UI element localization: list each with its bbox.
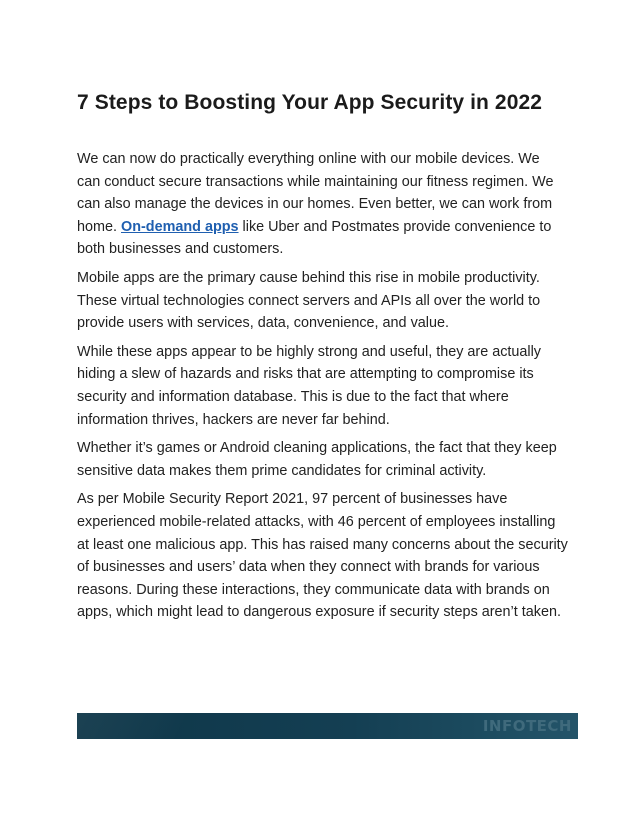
text-segment: home. [77, 218, 121, 235]
text-line: at least one malicious app. This has raised many concerns about the security [77, 536, 568, 553]
text-line: reasons. During these interactions, they communicate data with brands on [77, 581, 550, 598]
text-line: Whether it’s games or Android cleaning applications, the fact that they keep [77, 440, 557, 457]
text-segment: like Uber and Postmates provide convenience to [238, 218, 552, 235]
article-body [77, 148, 572, 630]
text-line-with-link [77, 216, 572, 239]
text-line: both businesses and customers. [77, 241, 284, 258]
text-line: provide users with services, data, convenience, and value. [77, 315, 449, 332]
text-line: Mobile apps are the primary cause behind this rise in mobile productivity. [77, 269, 540, 286]
text-line: While these apps appear to be highly strong and useful, they are actually [77, 343, 541, 360]
text-line: sensitive data makes them prime candidates for criminal activity. [77, 462, 487, 479]
paragraph-productivity [77, 267, 572, 335]
paragraph-security-report [77, 488, 572, 624]
banner-decoration [77, 713, 227, 739]
text-line: We can now do practically everything online with our mobile devices. We [77, 151, 540, 167]
text-line: As per Mobile Security Report 2021, 97 percent of businesses have [77, 491, 508, 508]
text-line: hiding a slew of hazards and risks that are attempting to compromise its [77, 366, 534, 383]
paragraph-intro [77, 148, 572, 261]
text-line: of businesses and users’ data when they connect with brands for various [77, 559, 540, 576]
text-line: These virtual technologies connect servers and APIs all over the world to [77, 292, 541, 309]
infotech-logo: INFOTECH [482, 717, 572, 735]
text-line: information thrives, hackers are never far behind. [77, 411, 390, 428]
text-line: apps, which might lead to dangerous exposure if security steps aren’t taken. [77, 604, 561, 621]
text-line: can also manage the devices in our homes. Even better, we can work from [77, 196, 553, 213]
footer-banner [77, 713, 578, 739]
page-title: 7 Steps to Boosting Your App Security in 2022 [77, 91, 543, 114]
text-line: experienced mobile-related attacks, with 46 percent of employees installing [77, 513, 556, 530]
paragraph-sensitive-data [77, 437, 572, 482]
text-line: security and information database. This is due to the fact that where [77, 388, 509, 405]
on-demand-apps-link[interactable]: On-demand apps [121, 218, 239, 235]
paragraph-risks [77, 341, 572, 431]
text-line: can conduct secure transactions while maintaining our fitness regimen. We [77, 173, 554, 190]
